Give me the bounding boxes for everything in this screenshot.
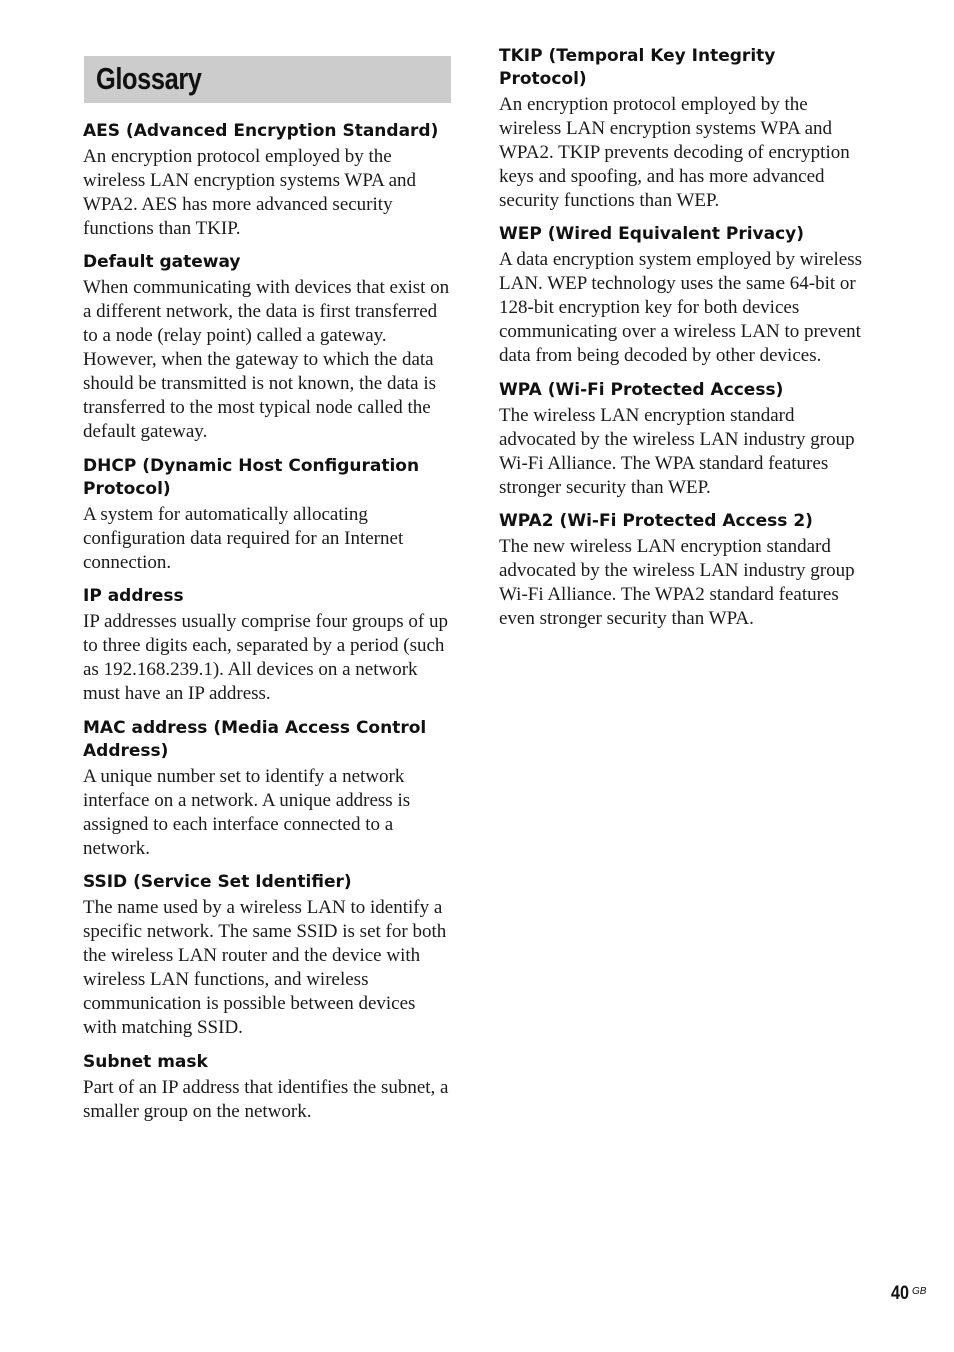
term-heading: IP address <box>83 586 184 606</box>
glossary-entry-ssid <box>83 871 453 1040</box>
page-number <box>891 1282 927 1306</box>
term-heading: Subnet mask <box>83 1052 208 1072</box>
term-heading: SSID (Service Set Identifier) <box>83 872 352 892</box>
term-definition: The name used by a wireless LAN to identify a specific network. The same SSID is set for both the wireless LAN router and the device with wireless LAN functions, and wireless communication is possible between devices with matching SSID. <box>83 897 447 1038</box>
term-definition: A unique number set to identify a network interface on a network. A unique address is assigned to each interface connected to a network. <box>83 766 411 859</box>
term-heading: WEP (Wired Equivalent Privacy) <box>499 224 805 244</box>
glossary-entry-wep <box>499 223 871 368</box>
term-definition: IP addresses usually comprise four groups of up to three digits each, separated by a period (such as 192.168.239.1). All devices on a network must have an IP address. <box>83 611 448 704</box>
glossary-entry-default-gateway <box>83 251 453 444</box>
term-definition: A system for automatically allocating configuration data required for an Internet connection. <box>83 504 404 573</box>
term-definition: An encryption protocol employed by the wireless LAN encryption systems WPA and WPA2. AES has more advanced security functions than TKIP. <box>83 146 417 239</box>
term-definition: Part of an IP address that identifies the subnet, a smaller group on the network. <box>83 1077 449 1122</box>
glossary-entry-aes <box>83 120 453 241</box>
glossary-entry-subnet-mask <box>83 1051 453 1124</box>
glossary-entry-tkip <box>499 45 871 213</box>
page-title: Glossary <box>96 61 202 96</box>
term-heading: MAC address (Media Access Control Address) <box>83 718 427 761</box>
term-definition: A data encryption system employed by wireless LAN. WEP technology uses the same 64-bit or 128-bit encryption key for both devices communicating over a wireless LAN to prevent data from being decoded by other devices. <box>499 249 863 366</box>
term-heading: TKIP (Temporal Key Integrity Protocol) <box>499 46 776 89</box>
term-definition: The new wireless LAN encryption standard advocated by the wireless LAN industry group Wi-Fi Alliance. The WPA2 standard features even stronger security than WPA. <box>499 536 855 629</box>
term-heading: WPA (Wi-Fi Protected Access) <box>499 380 784 400</box>
term-definition: The wireless LAN encryption standard advocated by the wireless LAN industry group Wi-Fi Alliance. The WPA standard features stronger security than WEP. <box>499 405 855 498</box>
term-heading: DHCP (Dynamic Host Configuration Protocol) <box>83 456 420 499</box>
term-heading: Default gateway <box>83 252 241 272</box>
term-heading: WPA2 (Wi-Fi Protected Access 2) <box>499 511 813 531</box>
term-definition: When communicating with devices that exist on a different network, the data is first transferred to a node (relay point) called a gateway. However, when the gateway to which the data should be transmitted is not known, the data is transferred to the most typical node called the default gateway. <box>83 277 450 442</box>
glossary-entry-wpa <box>499 379 871 500</box>
glossary-entry-dhcp <box>83 455 453 575</box>
glossary-title-bar <box>84 56 451 103</box>
page-number-value: 40 <box>891 1283 909 1304</box>
term-heading: AES (Advanced Encryption Standard) <box>83 121 439 141</box>
page-number-suffix: GB <box>912 1286 927 1297</box>
glossary-entry-ip-address <box>83 585 453 706</box>
glossary-entry-wpa2 <box>499 510 871 631</box>
glossary-entry-mac-address <box>83 717 453 861</box>
term-definition: An encryption protocol employed by the wireless LAN encryption systems WPA and WPA2. TKIP prevents decoding of encryption keys and spoofing, and has more advanced security functions than WEP. <box>499 94 850 211</box>
